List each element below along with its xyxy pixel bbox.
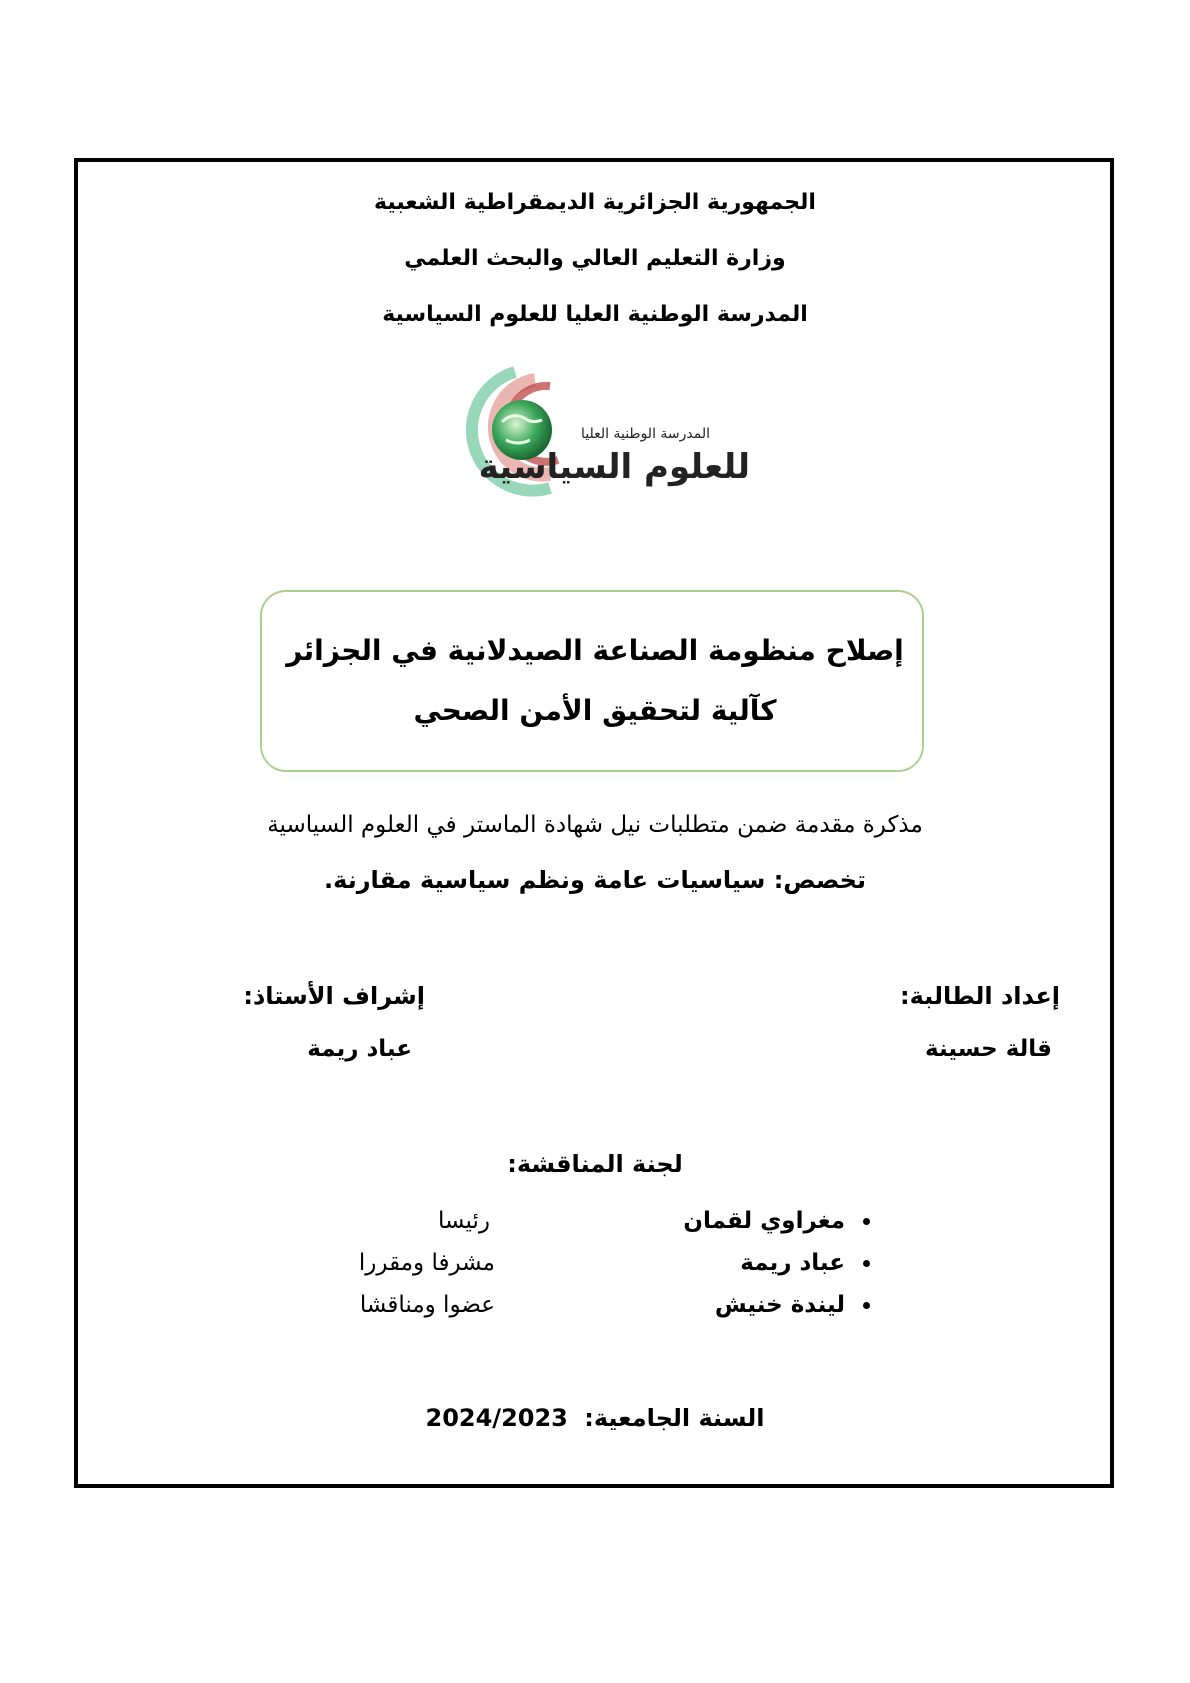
supervisor-label: إشراف الأستاذ: <box>243 982 425 1010</box>
ministry-name: وزارة التعليم العالي والبحث العلمي <box>404 246 786 271</box>
academic-year: السنة الجامعية: 2024/2023 <box>425 1404 765 1432</box>
thesis-title-line1: إصلاح منظومة الصناعة الصيدلانية في الجزائر <box>286 634 904 667</box>
committee-member-role: مشرفا ومقررا <box>358 1250 495 1276</box>
thesis-description: مذكرة مقدمة ضمن متطلبات نيل شهادة الماستر في العلوم السياسية <box>267 812 923 838</box>
thesis-title-box <box>260 590 924 772</box>
bullet-icon <box>863 1302 870 1309</box>
student-label: إعداد الطالبة: <box>900 982 1060 1010</box>
svg-text:للعلوم السياسية: للعلوم السياسية <box>478 447 750 487</box>
committee-member-name: مغراوي لقمان <box>683 1208 870 1234</box>
bullet-icon <box>863 1260 870 1267</box>
supervisor-name: عباد ريمة <box>307 1036 412 1062</box>
svg-text:المدرسة الوطنية العليا: المدرسة الوطنية العليا <box>580 426 710 442</box>
committee-member-role: رئيسا <box>438 1208 490 1234</box>
committee-member-role: عضوا ومناقشا <box>359 1292 495 1318</box>
thesis-title-line2: كآلية لتحقيق الأمن الصحي <box>413 694 777 727</box>
specialization: تخصص: سياسيات عامة ونظم سياسية مقارنة. <box>324 866 866 894</box>
school-logo <box>440 360 760 510</box>
school-name: المدرسة الوطنية العليا للعلوم السياسية <box>382 302 808 327</box>
country-name: الجمهورية الجزائرية الديمقراطية الشعبية <box>374 190 816 215</box>
student-name: قالة حسينة <box>925 1036 1052 1062</box>
logo-emblem-icon <box>440 360 760 510</box>
bullet-icon <box>863 1218 870 1225</box>
committee-member-name: ليندة خنيش <box>715 1292 870 1318</box>
committee-title: لجنة المناقشة: <box>507 1150 683 1178</box>
committee-member-name: عباد ريمة <box>740 1250 870 1276</box>
